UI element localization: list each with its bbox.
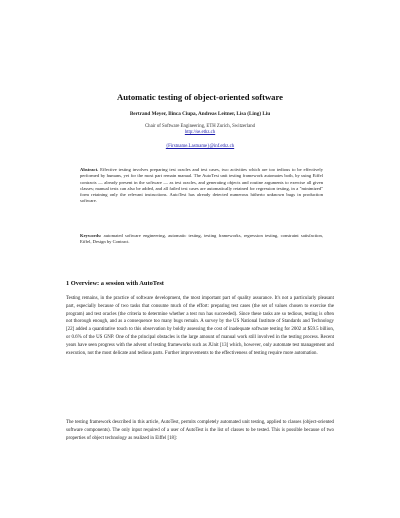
- abstract-text: Effective testing involves preparing test oracles and test cases, two activities which are too tedious to be effectively performed by humans, yet for the most part remain manual. The AutoTest unit testing framework automates both, by using Eiffel contracts — already present in the software — as test oracles, and generating objects and routine arguments to exercise all given classes; manual tests can also be added, and all failed test cases are automatically retained for regression testing, in a "minimized" form retaining only the relevant instructions. AutoTest has already detected numerous hitherto unknown bugs in production software.: [80, 167, 323, 204]
- section-heading: 1 Overview: a session with AutoTest: [66, 280, 164, 287]
- keywords-text: automated software engineering, automatic testing, testing frameworks, regression testing, constraint satisfaction, Eiffel, Design by Contract.: [80, 233, 323, 245]
- contact-email[interactable]: {Firstname.Lastname}@inf.ethz.ch: [165, 144, 235, 149]
- affiliation-link[interactable]: http://se.ethz.ch: [184, 130, 216, 136]
- affiliation-name: Chair of Software Engineering, ETH Zurich, Switzerland: [144, 124, 256, 129]
- abstract: [80, 167, 323, 205]
- keywords-label: Keywords:: [80, 233, 102, 238]
- keywords: [80, 233, 323, 246]
- body-paragraph-1: Testing remains, in the practice of software development, the most important part of quality assurance. It's not a particularly pleasant part, especially because of two tasks that consume much of the effort: preparing test cases (the set of values chosen to exercise the program) and test oracles (the criteria to determine whether a test run has succeeded). Since these tasks are so tedious, testing is often not thorough enough, and as a consequence too many bugs remain. A survey by the US National Institute of Standards and Technology [22] added a quantitative touch to this observation by boldly assessing the cost of inadequate software testing for 2002 at $59.5 billion, or 0.6% of the US GNP. One of the principal obstacles is the large amount of manual work still involved in the testing process. Recent years have seen progress with the advent of testing frameworks such as JUnit [13] which, however, only automate test management and execution, not the most delicate and tedious parts. Further improvements to the effectiveness of testing require more automation.: [66, 296, 334, 356]
- abstract-label: Abstract.: [80, 167, 99, 172]
- body-paragraph-2: The testing framework described in this article, AutoTest, permits completely automated unit testing, applied to classes (object-oriented software components). The only input required of a user of AutoTest is the list of classes to be tested. This is possible because of two properties of object technology as realized in Eiffel [18]:: [66, 420, 334, 441]
- affiliation: [0, 124, 400, 137]
- paper-title: Automatic testing of object-oriented software: [117, 92, 283, 102]
- author-list: Bertrand Meyer, Ilinca Ciupa, Andreas Leitner, Lisa (Ling) Liu: [129, 111, 271, 117]
